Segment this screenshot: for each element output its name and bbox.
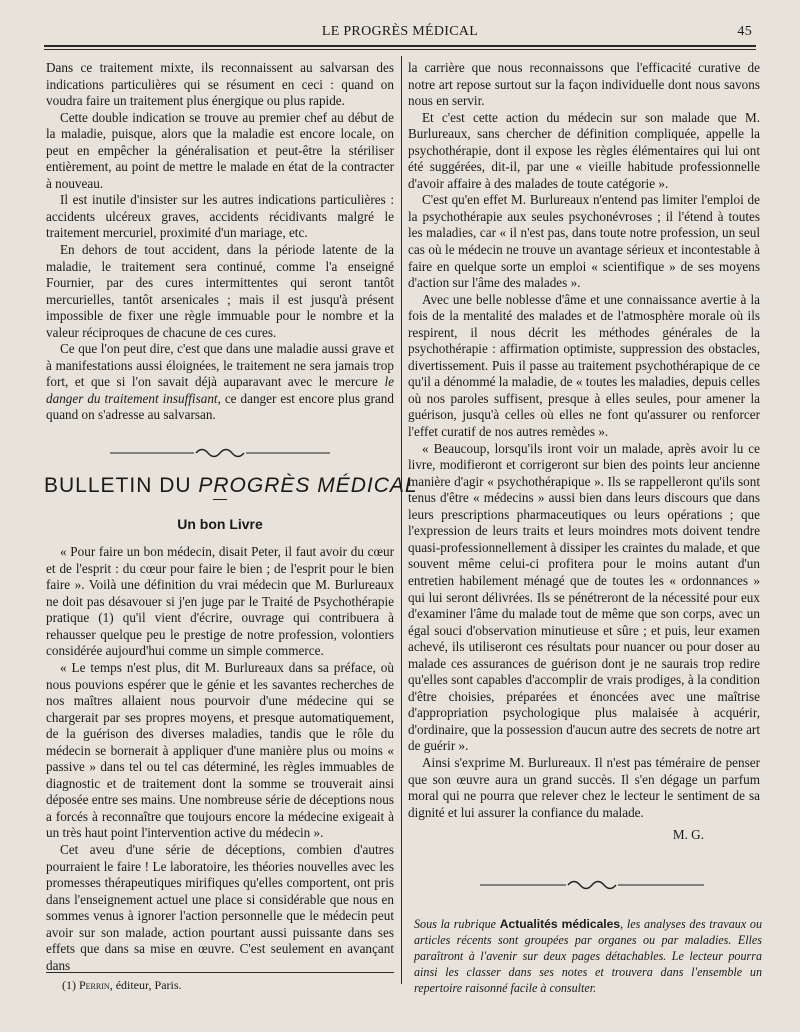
bulletin-title	[44, 474, 418, 498]
paragraph	[46, 341, 394, 424]
text-run: , ce danger est encore plus grand quand on s'adresse au salvarsan.	[46, 390, 394, 423]
notice-text: Sous la rubrique	[414, 917, 500, 931]
paragraph: Cette double indication se trouve au premier chef au début de la maladie, puisque, alors que la maladie est encore locale, on peut en empêcher la généralisation et peut-être la stériliser entièrement, au point de mettre le malade en état de la contracter à nouveau.	[46, 109, 394, 191]
paragraph: En dehors de tout accident, dans la période latente de la maladie, le traitement sera continué, comme l'a enseigné Fournier, par des cures intermittentes qui seront tantôt mercurielles, tantôt arsenicales ; mais il est jusqu'à présent impossible de fixer une règle immuable pour le nombre et la valeur réciproques de chacune de ces cures.	[46, 242, 394, 340]
bulletin-title-italic: PROGRÈS MÉDICAL	[198, 474, 418, 498]
paragraph: la carrière que nous reconnaissons que l'efficacité curative de notre art repose surtout sur la façon individuelle dont nous savons nous en servir.	[408, 60, 760, 109]
paragraph: « Pour faire un bon médecin, disait Peter, il faut avoir du cœur et de l'esprit : du cœur pour faire le bien ; de l'esprit pour le bien faire ». Voilà une définition du vrai médecin que M. Burlureaux ne doit pas désavouer si j'en juge par le Traité de Psychothérapie pratique (1) qu'il vient d'écrire, ouvrage qui contribuera à rehausser quelque peu le prestige de notre profession, volontiers considérée aujourd'hui comme un simple commerce.	[46, 544, 394, 659]
editorial-notice	[414, 916, 762, 996]
title-dash	[213, 499, 227, 500]
italic-text: le danger du traitement insuffisant	[46, 374, 394, 406]
bulletin-title-plain: BULLETIN DU	[44, 474, 199, 498]
footnote-marker: (1)	[62, 978, 79, 992]
section-heading: Un bon Livre	[177, 515, 263, 532]
notice-rubric: Actualités médicales	[499, 917, 621, 931]
ornament-divider	[46, 446, 394, 460]
text-run: Ce que l'on peut dire, c'est que dans une maladie aussi grave et à manifestations aussi éloignées, le traitement ne sera jamais trop fort, et que si l'on savait déjà auparavant avec le mercure	[46, 341, 394, 390]
paragraph: Il est inutile d'insister sur les autres indications particulières : accidents ulcéreux graves, accidents récidivants malgré le traitement mercuriel, proximité d'un mariage, etc.	[46, 192, 394, 241]
ornament-divider	[480, 878, 704, 892]
footnote	[62, 978, 182, 993]
journal-title: LE PROGRÈS MÉDICAL	[321, 24, 479, 39]
header-rule	[44, 45, 756, 47]
footnote-text: , éditeur, Paris.	[109, 978, 182, 992]
right-column	[408, 60, 760, 844]
paragraph: Avec une belle noblesse d'âme et une connaissance avertie à la fois de la mentalité des malades et de l'atmosphère morale où ils respirent, il nous décrit les méthodes générales de la psychothérapie : affirmation optimiste, suppression des obstacles, divertissement. Puis il passe au traitement psychothérapique de ce qu'il a dénommé la maladie, de « toutes les maladies, depuis celles où nos paroles suffisent, presque à elles seules, pour amener la guérison, jusqu'à celles où elles ne font qu'assurer ou renforcer l'effet curatif de nos autres remèdes ».	[408, 291, 760, 440]
paragraph: Ainsi s'exprime M. Burlureaux. Il n'est pas téméraire de penser que son œuvre aura un grand succès. Il s'en dégage un parfum moral qui ne pourra que relever chez le lecteur le sentiment de sa dignité et lui assurer la confiance du malade.	[408, 754, 760, 820]
left-column	[44, 60, 418, 974]
paragraph: « Beaucoup, lorsqu'ils iront voir un malade, après avoir lu ce livre, modifieront et corrigeront sur bien des points leur ancienne manière d'agir « psychothérapique ». Ils se rappelleront qu'ils sont tenus d'être « médecins » aussi bien dans leurs discours que dans leurs prescriptions pharmaceutiques ou leurs opérations ; que l'expression de leurs traits et leurs moindres mots doivent tendre quasi-professionnellement à dissiper les craintes du malade, et que souvent même celui-ci profitera pour le moins autant d'un entretien habilement ménagé que de toutes les « ordonnances » qui lui seront délivrées. Ils se pénétreront de la nécessité pour eux d'examiner l'âme du malade tout de même que son corps, avec un égal souci d'observation minutieuse et sûre ; et puis, leur examen achevé, ils utiliseront ces résultats pour nuancer ou pour doser au malade ces assurances de guérison dont je ne saurais trop redire qu'elles sont capables d'accomplir de vrais prodiges, à la condition d'être choisies, préparées et énoncées avec une maîtrise d'appropriation psychologique plus malaisée à acquérir, d'ordinaire, que la possession d'aucun autre des secrets de notre art de guérir ».	[408, 440, 760, 754]
paragraph: Et c'est cette action du médecin sur son malade que M. Burlureaux, sans chercher de définition compliquée, appelle la psychothérapie, dont il expose les règles élémentaires qui lui ont été suggérées, dit-il, par une « vieille habitude professionnelle d'avoir affaire à des malades de toute catégorie ».	[408, 109, 760, 191]
paragraph: C'est qu'en effet M. Burlureaux n'entend pas limiter l'emploi de la psychothérapie aux seules psychonévroses ; il l'étend à toutes les maladies, car « il n'est pas, dans toute notre profession, un seul cas où le médecin ne trouve un avantage sérieux et incontestable à faire en quelque sorte un emploi « scientifique » de ses moyens d'action sur l'âme des malades ».	[408, 192, 760, 291]
author-signature: M. G.	[672, 827, 704, 843]
notice-text: , les analyses des travaux ou articles récents sont groupées par organes ou par maladies. Elles paraîtront à l'avenir sur deux pages détachables. Le lecteur pourra ainsi les classer dans ses notes et trouvera dans l'ensemble un repertoire raisonné facile à consulter.	[414, 917, 763, 995]
running-header	[44, 24, 756, 44]
footnote-rule	[46, 972, 394, 973]
header-rule-thin	[44, 49, 756, 50]
footnote-publisher: Perrin	[79, 978, 110, 992]
paragraph: Cet aveu d'une série de déceptions, combien d'autres pourraient le faire ! Le laboratoire, les théories nouvelles avec les promesses thérapeutiques mirifiques qu'elles comportent, ont pris dans l'enseignement actuel une place si considérable que nous en sommes venus à ignorer l'action personnelle que le médecin peut avoir sur son malade, action pourtant aussi puissante dans ses effets que dans sa mise en œuvre. C'est seulement en avançant dans	[46, 841, 394, 973]
paragraph: Dans ce traitement mixte, ils reconnaissent au salvarsan des indications particulières qui se résument en ceci : quand on voudra faire un traitement plus énergique ou plus rapide.	[46, 60, 394, 109]
paragraph: « Le temps n'est plus, dit M. Burlureaux dans sa préface, où nous pouvions espérer que le génie et les savantes recherches de nos maîtres allaient nous pourvoir d'une médecine qui se chargerait par ses propres moyens, et presque automatiquement, de la guérison des diverses maladies, tandis que le rôle du médecin se bornerait à appliquer d'une manière plus ou moins « passive » dans tel ou tel cas déterminé, les règles immuables de diagnostic et de traitement dont la somme se trouverait ainsi déposée entre ses mains. Une nombreuse série de déceptions nous a forcés à reconnaître que toujours encore la médecine exigeait à un très haut point l'intervention active du médecin ».	[46, 659, 394, 841]
column-divider	[401, 56, 402, 984]
page-number: 45	[737, 24, 752, 39]
